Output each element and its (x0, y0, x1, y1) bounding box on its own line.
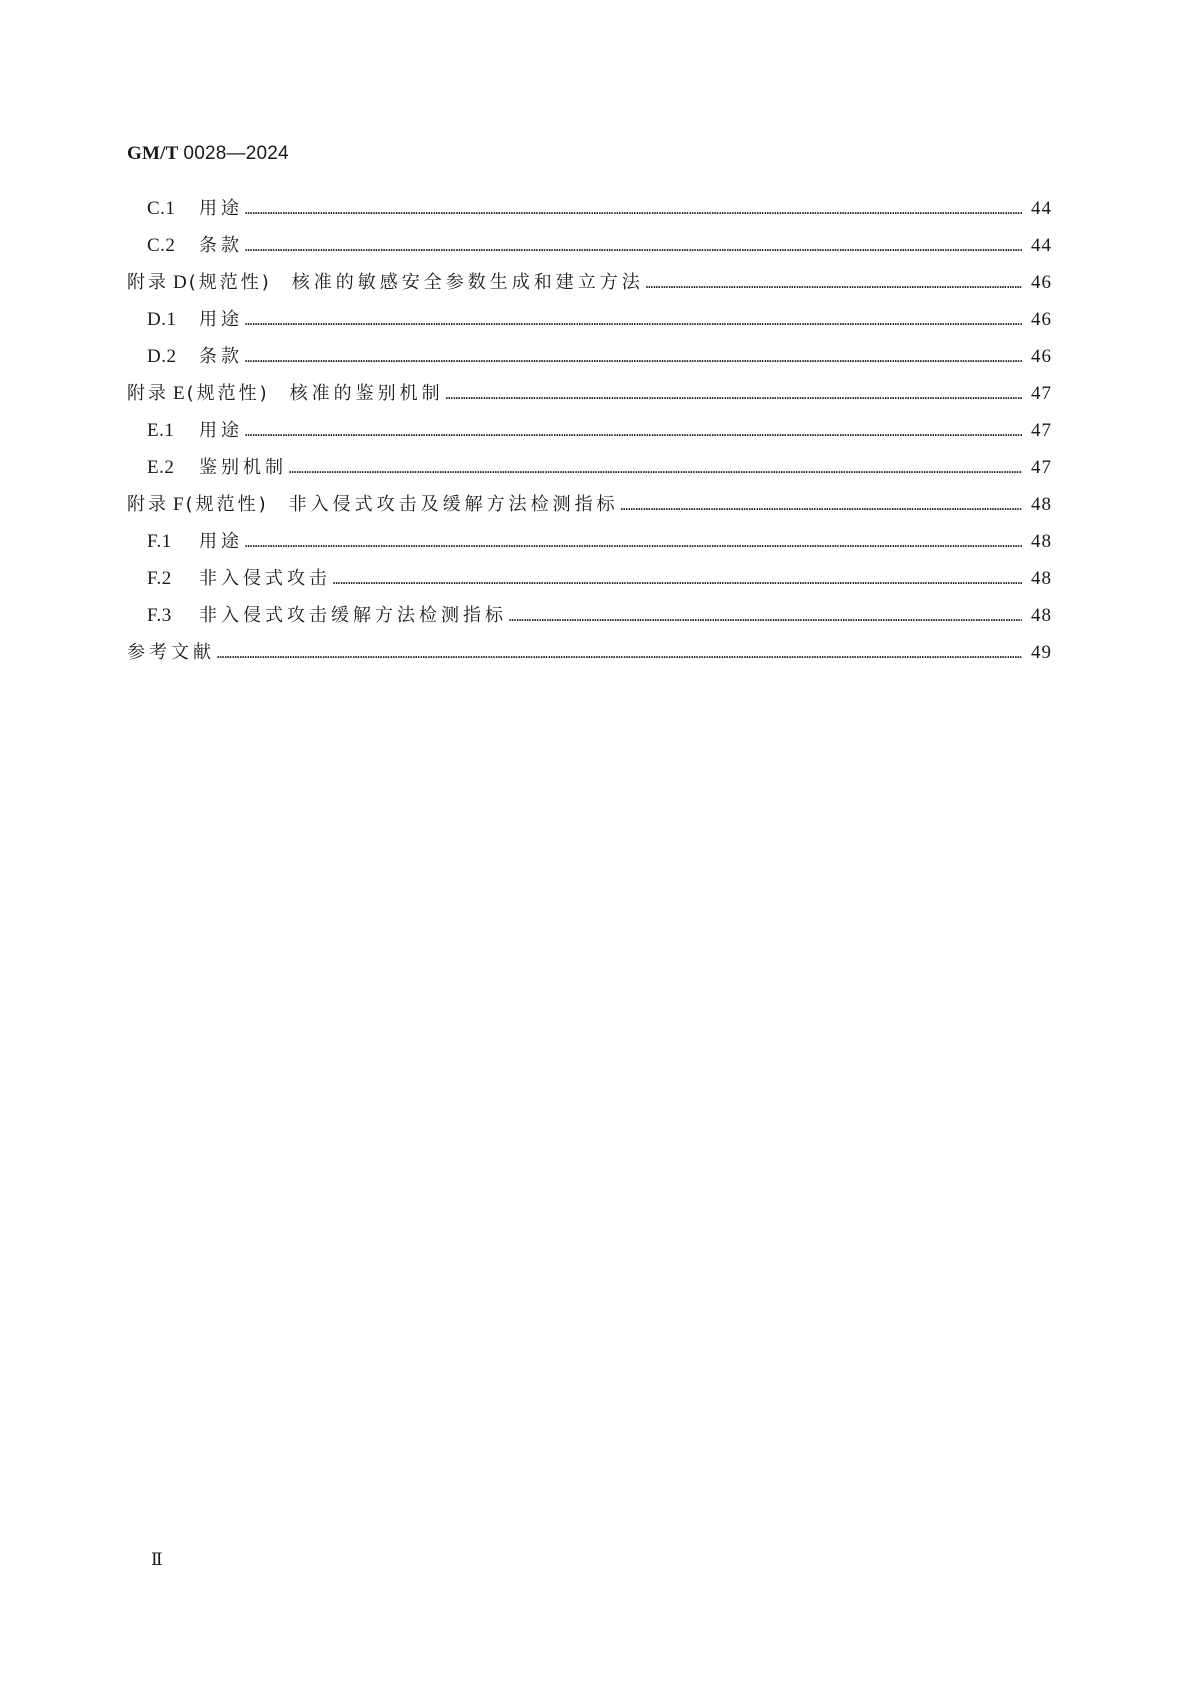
toc-entry-page: 47 (1031, 383, 1052, 404)
toc-entry-number: E.1 (147, 420, 175, 441)
toc-leader-dots (245, 425, 1022, 439)
toc-entry-f2[interactable] (127, 564, 1052, 601)
toc-entry-title: 非入侵式攻击及缓解方法检测指标 (288, 494, 619, 515)
toc-entry-page: 46 (1031, 309, 1052, 330)
toc-entry-page: 46 (1031, 346, 1052, 367)
toc-leader-dots (333, 573, 1022, 587)
toc-leader-dots (289, 462, 1022, 476)
page-number-footer: Ⅱ (151, 1550, 163, 1569)
toc-entry-f3[interactable] (127, 601, 1052, 638)
table-of-contents (127, 194, 1052, 675)
toc-entry-number: C.1 (147, 198, 176, 219)
toc-entry-title: 条款 (199, 346, 243, 367)
toc-entry-page: 48 (1031, 531, 1052, 552)
toc-leader-dots (245, 314, 1022, 328)
toc-entry-number: D.1 (147, 309, 177, 330)
toc-entry-f1[interactable] (127, 527, 1052, 564)
toc-entry-title: 核准的鉴别机制 (289, 383, 444, 404)
standard-prefix: GM/T (127, 143, 179, 164)
toc-entry-d1[interactable] (127, 305, 1052, 342)
toc-entry-references[interactable] (127, 638, 1052, 675)
toc-entry-number: F.3 (147, 605, 172, 626)
toc-entry-appendix-d[interactable] (127, 268, 1052, 305)
toc-leader-dots (646, 277, 1022, 291)
toc-entry-page: 48 (1031, 494, 1052, 515)
toc-entry-number: E.2 (147, 457, 175, 478)
toc-entry-e2[interactable] (127, 453, 1052, 490)
toc-entry-number: F.2 (147, 568, 172, 589)
toc-entry-number: F.1 (147, 531, 172, 552)
toc-leader-dots (446, 388, 1022, 402)
toc-entry-c1[interactable] (127, 194, 1052, 231)
appendix-kind: (规范性) (185, 494, 269, 515)
appendix-kind: (规范性) (188, 272, 272, 293)
toc-entry-number: C.2 (147, 235, 176, 256)
appendix-letter: D (173, 272, 187, 293)
toc-entry-title: 用途 (199, 309, 243, 330)
toc-entry-title: 参考文献 (127, 642, 215, 663)
toc-entry-page: 47 (1031, 457, 1052, 478)
appendix-label: 附录 (127, 494, 169, 515)
toc-entry-title: 用途 (199, 198, 243, 219)
toc-entry-page: 49 (1031, 642, 1052, 663)
toc-entry-appendix-f[interactable] (127, 490, 1052, 527)
appendix-label: 附录 (127, 272, 169, 293)
appendix-letter: F (173, 494, 184, 515)
toc-entry-title: 核准的敏感安全参数生成和建立方法 (291, 272, 644, 293)
toc-entry-page: 46 (1031, 272, 1052, 293)
toc-entry-page: 47 (1031, 420, 1052, 441)
toc-leader-dots (245, 536, 1022, 550)
appendix-letter: E (173, 383, 185, 404)
toc-entry-title: 鉴别机制 (199, 457, 287, 478)
toc-entry-page: 48 (1031, 568, 1052, 589)
toc-leader-dots (509, 610, 1022, 624)
toc-entry-e1[interactable] (127, 416, 1052, 453)
toc-entry-appendix-e[interactable] (127, 379, 1052, 416)
toc-entry-d2[interactable] (127, 342, 1052, 379)
toc-leader-dots (245, 351, 1022, 365)
toc-entry-title: 非入侵式攻击 (199, 568, 331, 589)
toc-entry-title: 用途 (199, 531, 243, 552)
document-header (127, 143, 289, 165)
appendix-kind: (规范性) (186, 383, 270, 404)
toc-entry-page: 48 (1031, 605, 1052, 626)
toc-leader-dots (245, 240, 1022, 254)
toc-entry-title: 条款 (199, 235, 243, 256)
toc-entry-title: 用途 (199, 420, 243, 441)
toc-leader-dots (621, 499, 1022, 513)
toc-entry-number: D.2 (147, 346, 177, 367)
toc-entry-page: 44 (1031, 235, 1052, 256)
toc-entry-title: 非入侵式攻击缓解方法检测指标 (199, 605, 507, 626)
toc-leader-dots (217, 647, 1022, 661)
appendix-label: 附录 (127, 383, 169, 404)
standard-code: 0028—2024 (183, 143, 289, 164)
toc-entry-page: 44 (1031, 198, 1052, 219)
toc-entry-c2[interactable] (127, 231, 1052, 268)
toc-leader-dots (245, 203, 1022, 217)
